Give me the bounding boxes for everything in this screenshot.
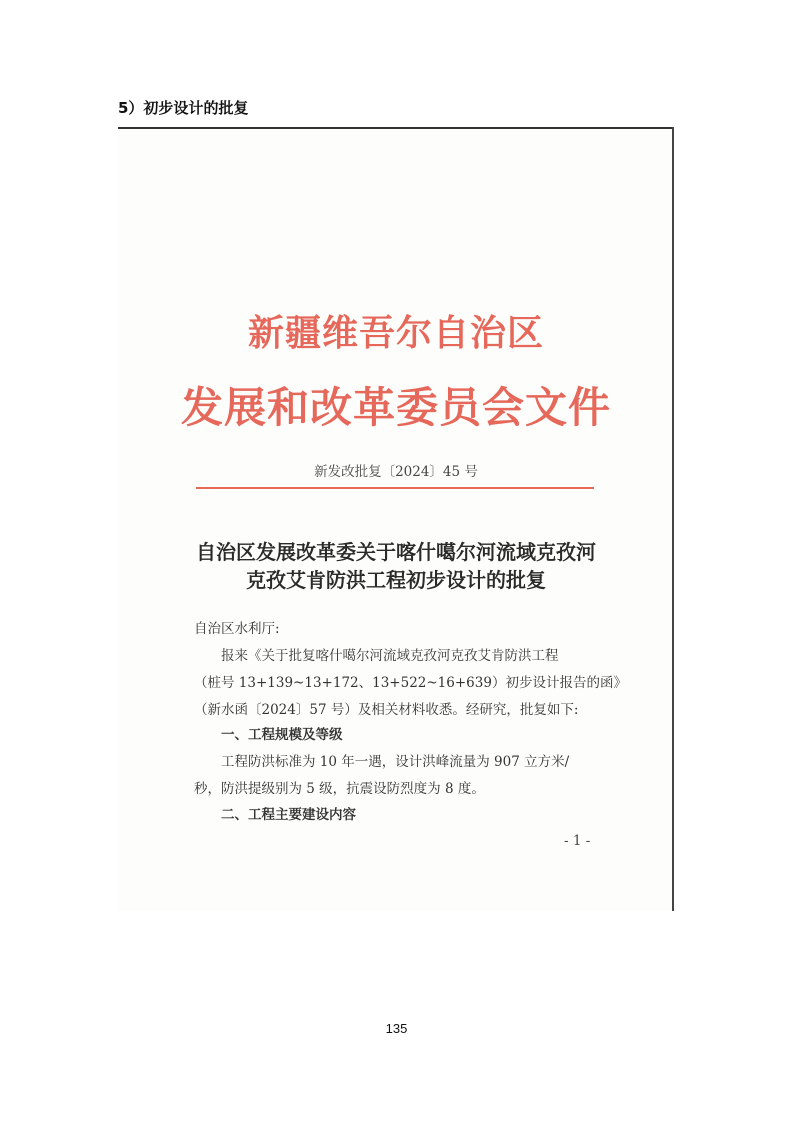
section1-line: 秒，防洪提级别为 5 级，抗震设防烈度为 8 度。 [194,781,485,797]
document-number: 新发改批复〔2024〕45 号 [314,464,478,480]
document-page-number: - 1 - [564,833,591,849]
issuer-header-line1: 新疆维吾尔自治区 [247,312,544,354]
scan-right-edge [672,127,674,911]
scan-top-edge [118,127,674,129]
recipient: 自治区水利厅: [194,621,280,637]
red-divider [196,487,594,489]
issuer-header-line2: 发展和改革委员会文件 [180,383,611,432]
section-heading: 5）初步设计的批复 [118,99,249,117]
section2-heading: 二、工程主要建设内容 [221,807,356,823]
document-title-line2: 克孜艾肯防洪工程初步设计的批复 [246,568,546,592]
scanned-document [118,127,674,911]
body-line: （新水函〔2024〕57 号）及相关材料收悉。经研究，批复如下: [194,702,579,718]
section1-heading: 一、工程规模及等级 [221,727,343,743]
footer-page-number: 135 [385,1021,408,1036]
document-title-line1: 自治区发展改革委关于喀什噶尔河流域克孜河 [196,540,596,564]
section1-line: 工程防洪标准为 10 年一遇，设计洪峰流量为 907 立方米/ [221,754,570,770]
body-line: （桩号 13+139~13+172、13+522~16+639）初步设计报告的函》 [194,675,627,691]
body-line: 报来《关于批复喀什噶尔河流域克孜河克孜艾肯防洪工程 [221,648,559,664]
